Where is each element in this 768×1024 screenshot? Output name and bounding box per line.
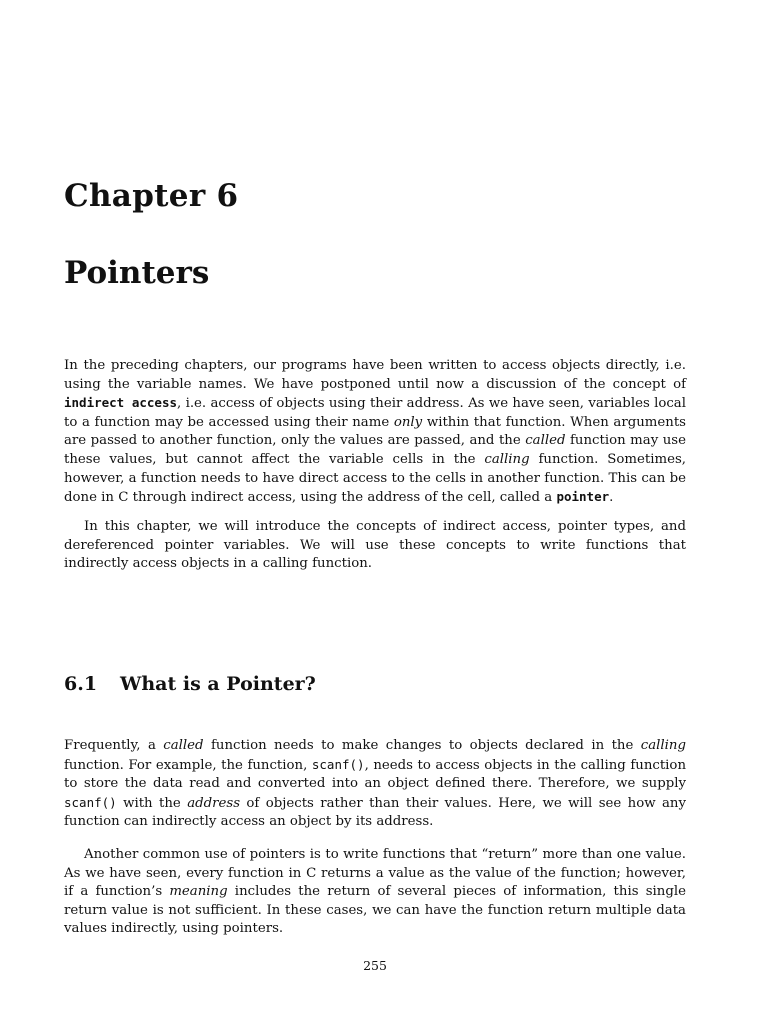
emphasis-called: called [525, 433, 566, 449]
section-heading [64, 673, 316, 695]
section-number: 6.1 [64, 673, 98, 695]
text-run: function. Sometimes, however, a function needs to have direct access to the cells in another function. This can be done in C through indirect access, using the address of the cell, called a [64, 451, 686, 506]
text-run: , i.e. access of objects using their address. As we have seen, variables local to a function may be accessed using their name [64, 396, 686, 430]
code-scanf: scanf() [311, 756, 365, 772]
emphasis-called: called [163, 738, 204, 753]
emphasis-meaning: meaning [169, 884, 228, 900]
keyword-pointer: pointer [556, 489, 610, 505]
text-run: . [609, 490, 614, 506]
text-run: with the [116, 795, 188, 811]
emphasis-calling: calling [484, 451, 530, 467]
text-run: In the preceding chapters, our programs have been written to access objects directly, i.e. using the variable names. We have postponed until now a discussion of the concept of [64, 358, 686, 392]
text-run: within that function. When arguments are passed to another function, only the values are passed, and the [64, 414, 686, 449]
text-run: includes the return of several pieces of information, this single return value is not sufficient. In these cases, we can have the function return multiple data values indirectly, using pointers. [64, 884, 686, 937]
section-paragraph-2 [64, 846, 686, 939]
intro-paragraph-1 [64, 357, 686, 508]
section-title: What is a Pointer? [120, 673, 316, 695]
emphasis-address: address [187, 795, 241, 811]
text-run: , needs to access objects in the calling function to store the data read and converted into an object defined there. Therefore, we supply [64, 757, 687, 792]
intro-paragraph-2: In this chapter, we will introduce the concepts of indirect access, pointer types, and dereferenced pointer variables. We will use these concepts to write functions that indirectly access objects in a calling function. [64, 519, 686, 572]
chapter-title: Pointers [64, 255, 210, 291]
chapter-label: Chapter 6 [64, 178, 239, 214]
text-run: function. For example, the function, [64, 757, 312, 773]
keyword-indirect-access: indirect access [64, 395, 177, 411]
text-run: Frequently, a [64, 738, 164, 753]
text-run: function may use these values, but cannot affect the variable cells in the [64, 433, 686, 467]
text-run: of objects rather than their values. Here, we will see how any function can indirectly access an object by its address. [64, 795, 687, 830]
code-scanf: scanf() [64, 794, 117, 810]
emphasis-only: only [393, 414, 423, 430]
text-run: Another common use of pointers is to write functions that “return” more than one value. As we have seen, every function in C returns a value as the value of the function; however, if a function’s [64, 847, 686, 900]
emphasis-calling: calling [640, 738, 686, 753]
section-paragraph-1 [64, 737, 686, 832]
page-number: 255 [363, 958, 387, 973]
text-run: function needs to make changes to objects declared in the [203, 738, 641, 753]
